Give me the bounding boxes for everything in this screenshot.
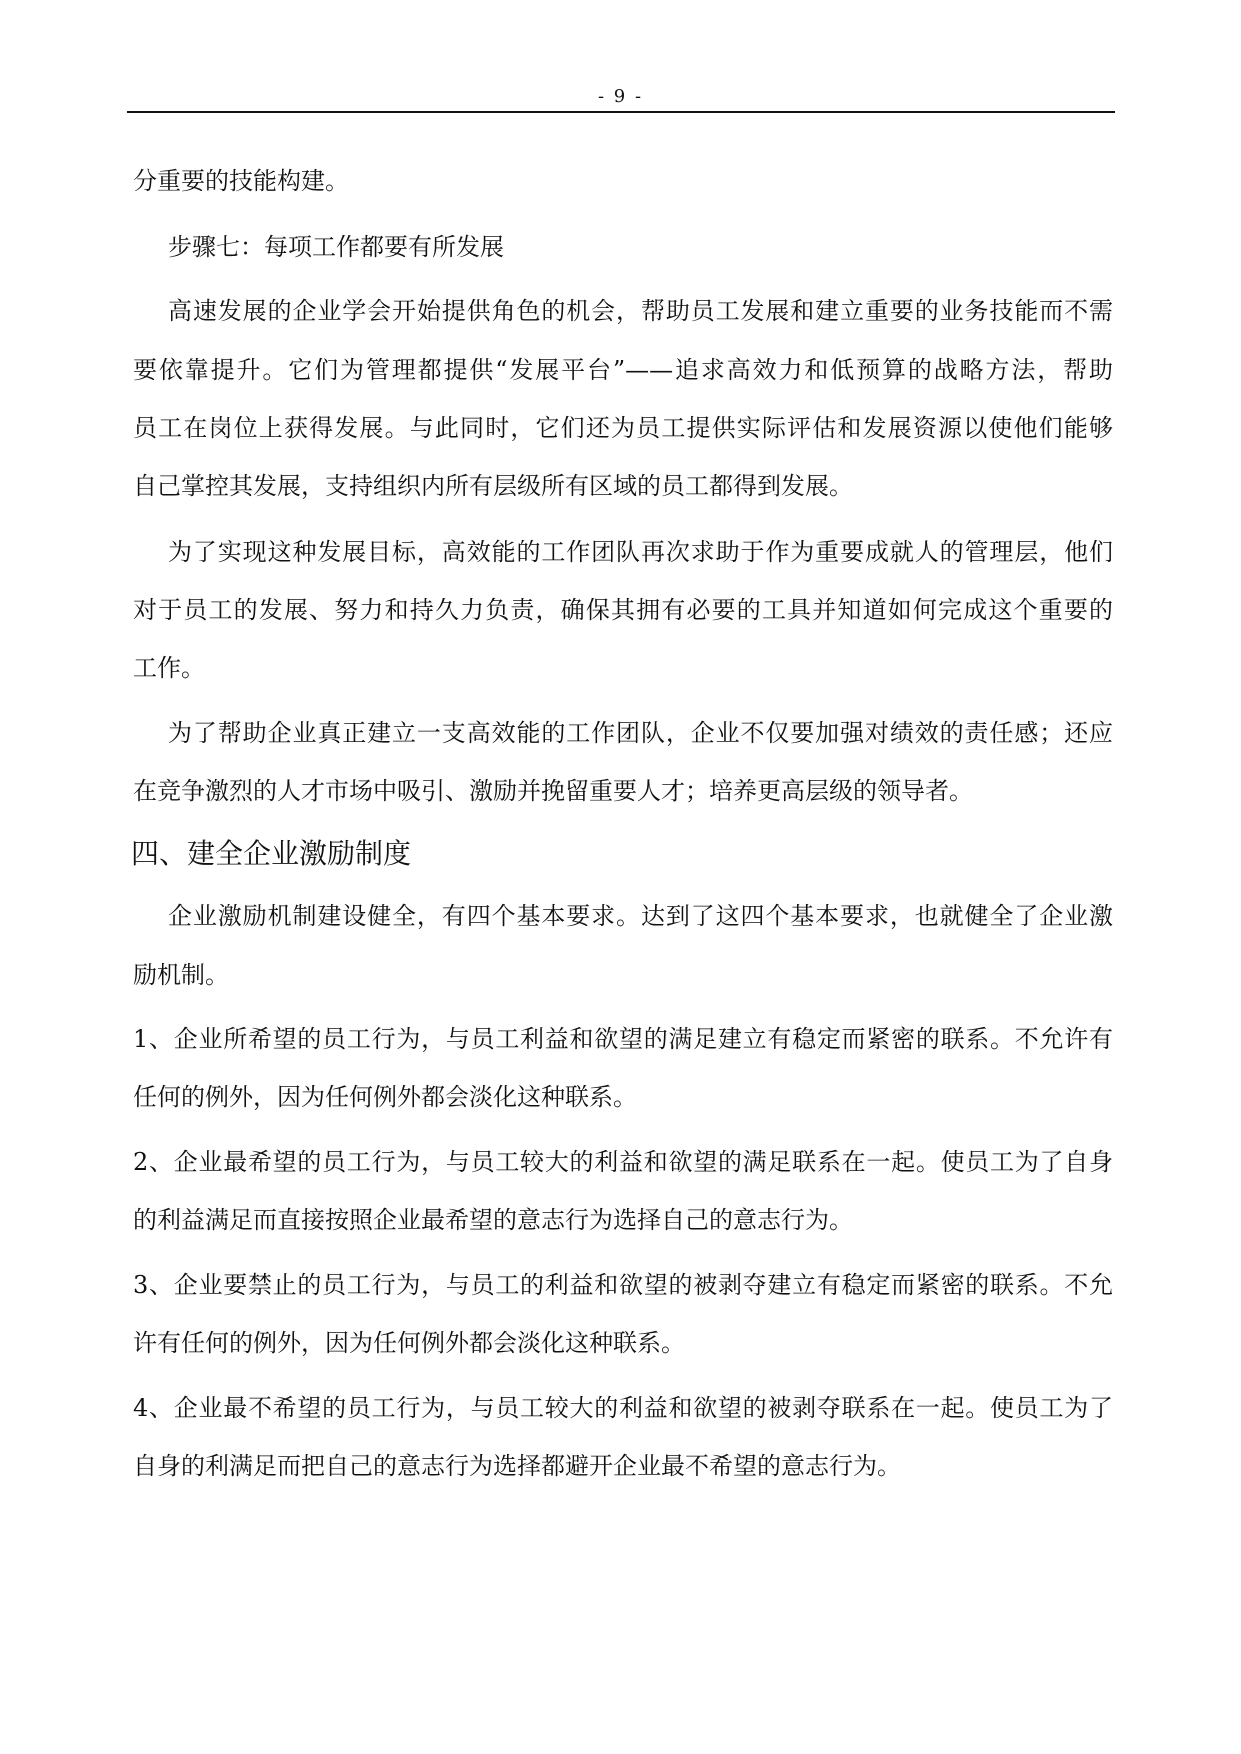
paragraph-line: 分重要的技能构建。 bbox=[133, 167, 349, 195]
section-heading: 四、建全企业激励制度 bbox=[131, 837, 412, 870]
list-item-line: 的利益满足而直接按照企业最希望的意志行为选择自己的意志行为。 bbox=[133, 1206, 853, 1234]
list-item-line: 4、企业最不希望的员工行为，与员工较大的利益和欲望的被剥夺联系在一起。使员工为了 bbox=[133, 1394, 1113, 1422]
list-item-line: 任何的例外，因为任何例外都会淡化这种联系。 bbox=[133, 1083, 637, 1111]
paragraph-line: 企业激励机制建设健全，有四个基本要求。达到了这四个基本要求，也就健全了企业激 bbox=[168, 902, 1113, 930]
paragraph-line: 员工在岗位上获得发展。与此同时，它们还为员工提供实际评估和发展资源以使他们能够 bbox=[133, 414, 1113, 442]
paragraph-line: 为了帮助企业真正建立一支高效能的工作团队，企业不仅要加强对绩效的责任感；还应 bbox=[168, 719, 1113, 747]
paragraph-line: 高速发展的企业学会开始提供角色的机会，帮助员工发展和建立重要的业务技能而不需 bbox=[168, 297, 1113, 325]
paragraph-line: 为了实现这种发展目标，高效能的工作团队再次求助于作为重要成就人的管理层，他们 bbox=[168, 538, 1113, 566]
paragraph-line: 工作。 bbox=[133, 654, 205, 682]
list-item-line: 许有任何的例外，因为任何例外都会淡化这种联系。 bbox=[133, 1329, 685, 1357]
paragraph-line: 要依靠提升。它们为管理都提供“发展平台”——追求高效力和低预算的战略方法，帮助 bbox=[133, 356, 1113, 384]
page-number: - 9 - bbox=[597, 86, 644, 107]
list-item-line: 1、企业所希望的员工行为，与员工利益和欲望的满足建立有稳定而紧密的联系。不允许有 bbox=[133, 1025, 1113, 1053]
paragraph-line: 励机制。 bbox=[133, 961, 229, 989]
list-item-line: 3、企业要禁止的员工行为，与员工的利益和欲望的被剥夺建立有稳定而紧密的联系。不允 bbox=[133, 1271, 1113, 1299]
list-item-line: 自身的利满足而把自己的意志行为选择都避开企业最不希望的意志行为。 bbox=[133, 1452, 901, 1480]
paragraph-line: 在竞争激烈的人才市场中吸引、激励并挽留重要人才；培养更高层级的领导者。 bbox=[133, 777, 973, 805]
paragraph-line: 对于员工的发展、努力和持久力负责，确保其拥有必要的工具并知道如何完成这个重要的 bbox=[133, 596, 1113, 624]
step-heading: 步骤七：每项工作都要有所发展 bbox=[168, 233, 504, 261]
paragraph-line: 自己掌控其发展，支持组织内所有层级所有区域的员工都得到发展。 bbox=[133, 472, 853, 500]
list-item-line: 2、企业最希望的员工行为，与员工较大的利益和欲望的满足联系在一起。使员工为了自身 bbox=[133, 1148, 1113, 1176]
